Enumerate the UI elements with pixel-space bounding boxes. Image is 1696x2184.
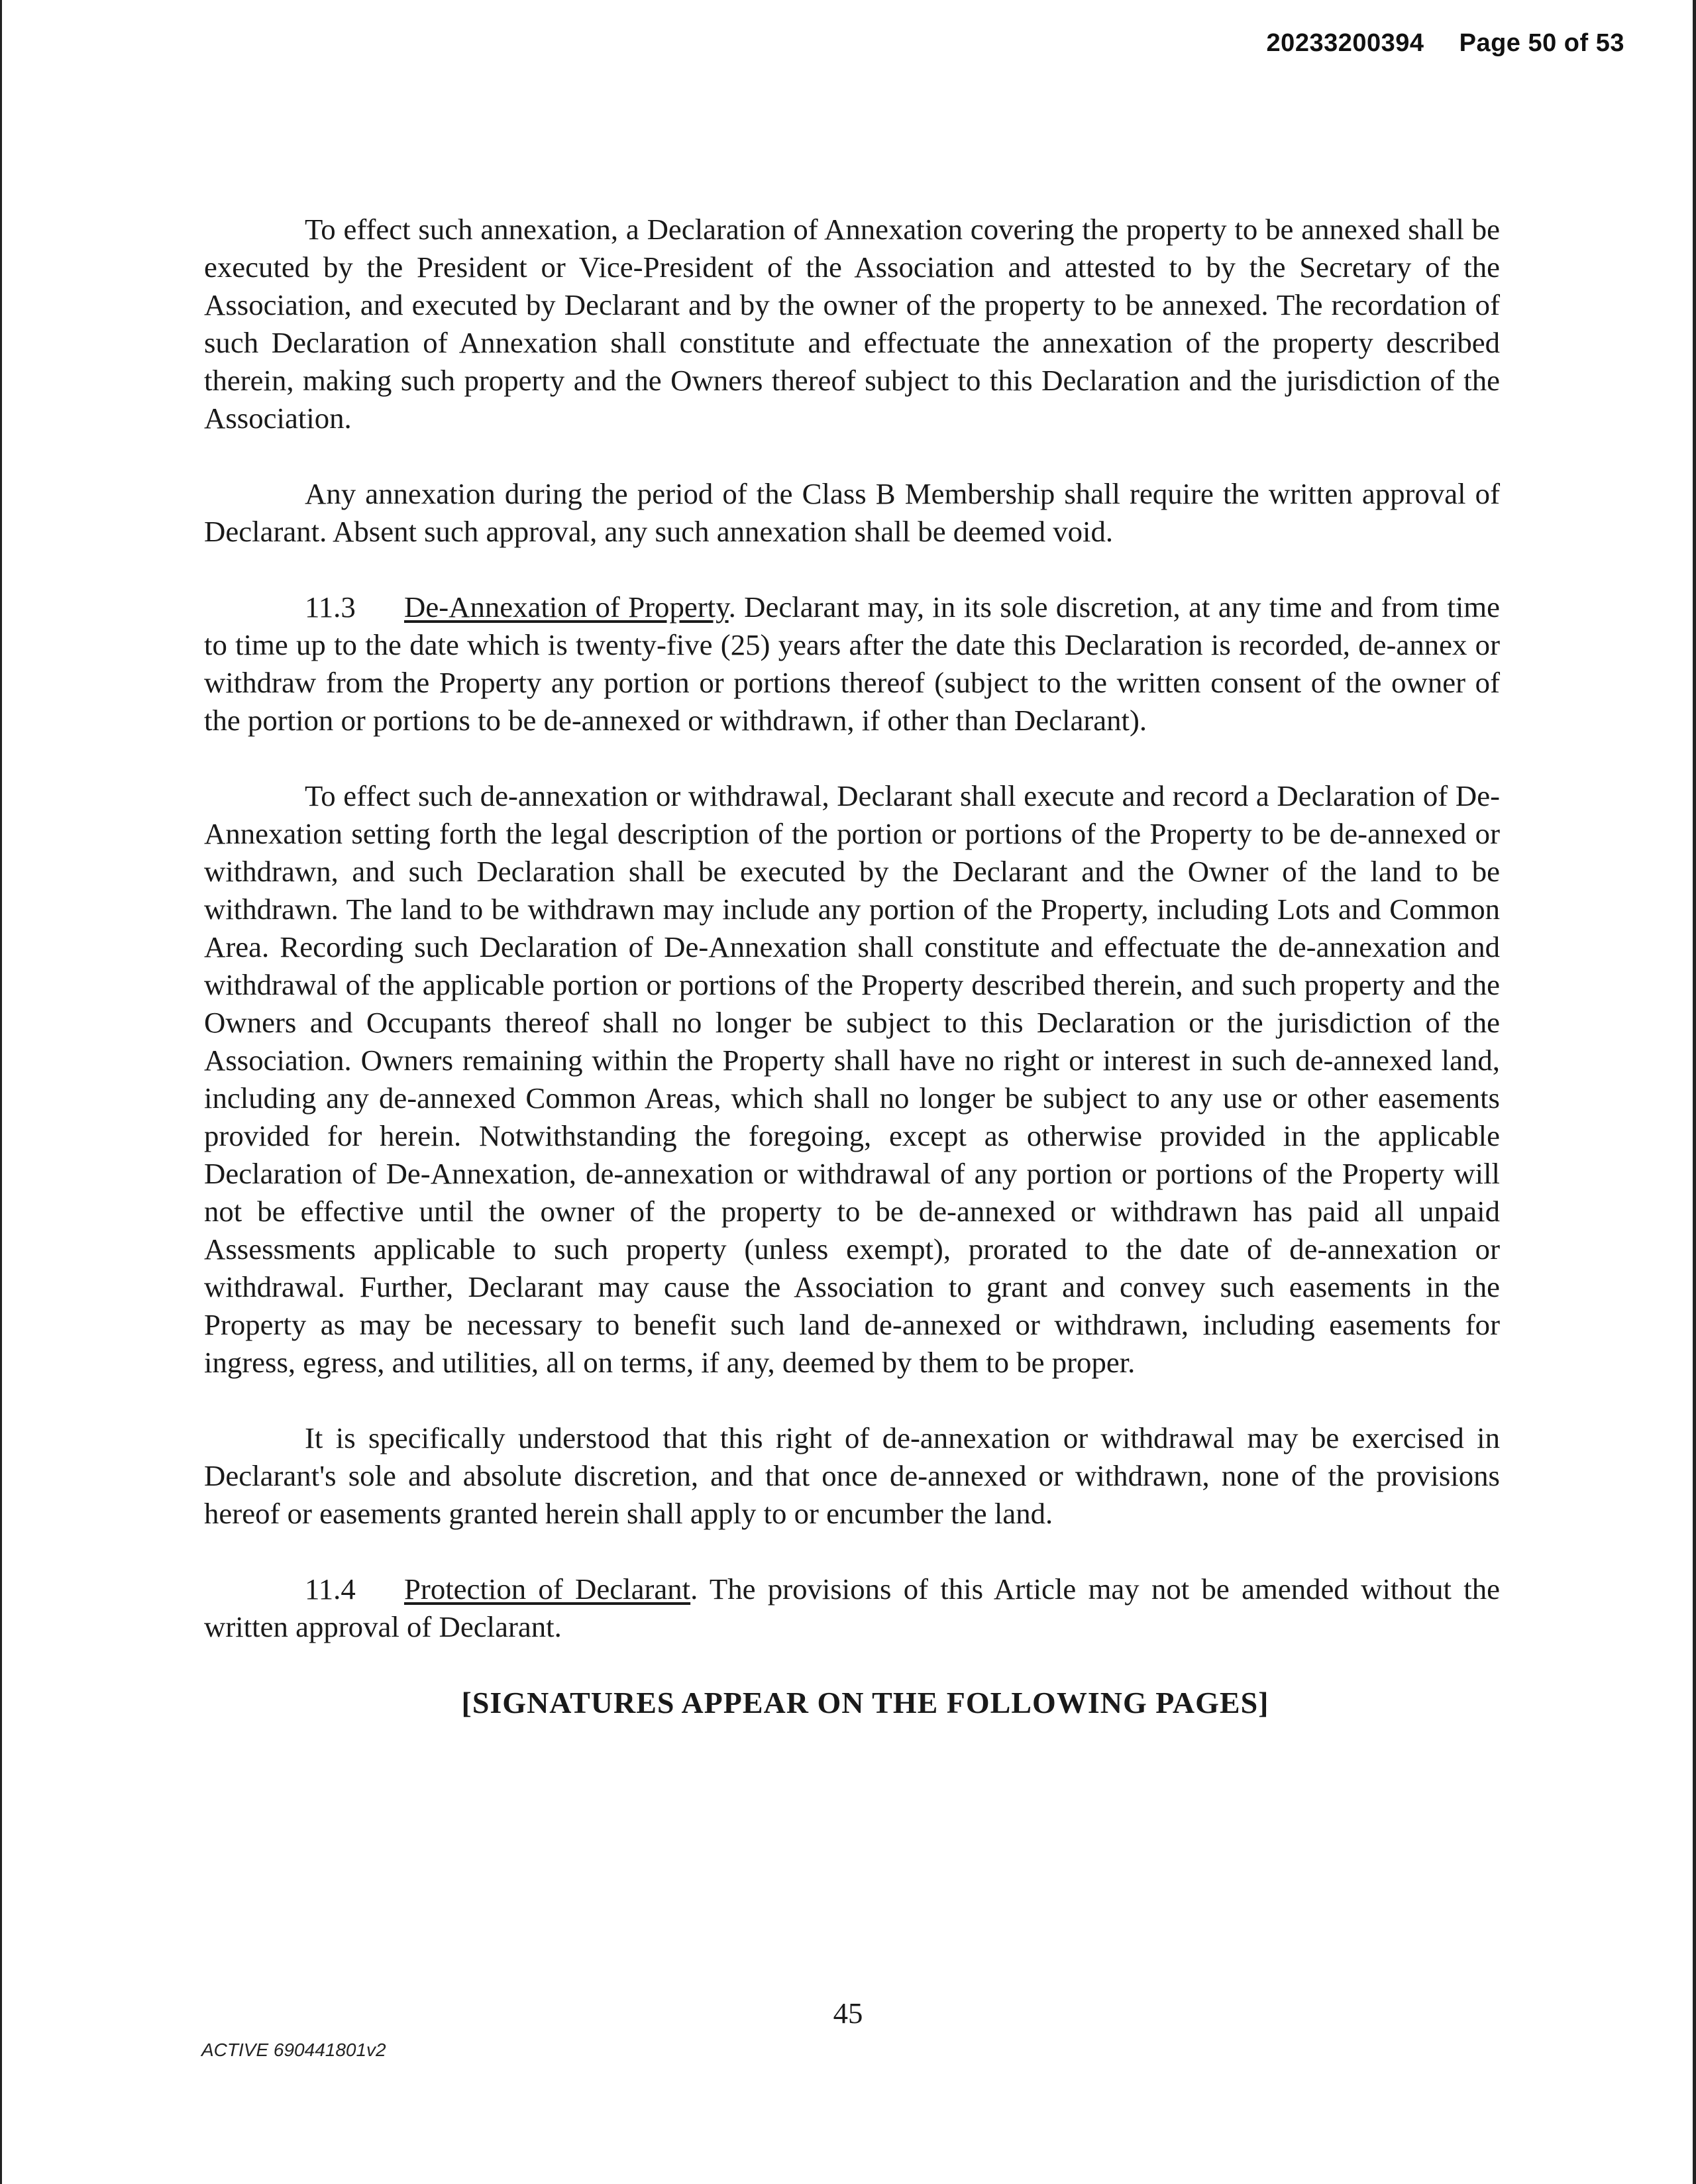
- page-label: Page 50 of 53: [1459, 29, 1624, 57]
- document-number: 20233200394: [1266, 29, 1424, 57]
- page-left-edge: [0, 0, 2, 2184]
- recording-header: [1267, 29, 1624, 58]
- section-number: 11.4: [305, 1572, 356, 1606]
- document-id: ACTIVE 690441801v2: [201, 2040, 386, 2060]
- paragraph-deannexation-effect: To effect such de-annexation or withdrawal, Declarant shall execute and record a Declaration of De-Annexation setting forth the legal description of the portion or portions of the Property to be de-annexed or withdrawn, and such Declaration shall be executed by the Declarant and the Owner of the land to be withdrawn. The land to be withdrawn may include any portion of the Property, including Lots and Common Area. Recording such Declaration of De-Annexation shall constitute and effectuate the de-annexation and withdrawal of the applicable portion or portions of the Property described therein, and such property and the Owners and Occupants thereof shall no longer be subject to this Declaration or the jurisdiction of the Association. Owners remaining within the Property shall have no right or interest in such de-annexed land, including any de-annexed Common Areas, which shall no longer be subject to any use or other easements provided for herein. Notwithstanding the foregoing, except as otherwise provided in the applicable Declaration of De-Annexation, de-annexation or withdrawal of any portion or portions of the Property will not be effective until the owner of the property to be de-annexed or withdrawn has paid all unpaid Assessments applicable to such property (unless exempt), prorated to the date of de-annexation or withdrawal. Further, Declarant may cause the Association to grant and convey such easements in the Property as may be necessary to benefit such land de-annexed or withdrawn, including easements for ingress, egress, and utilities, all on terms, if any, deemed by them to be proper.: [204, 779, 1500, 1379]
- section-number: 11.3: [305, 590, 356, 624]
- section-11-3: [204, 588, 1500, 739]
- section-heading: De-Annexation of Property: [404, 590, 729, 624]
- paragraph-deannexation-discretion: It is specifically understood that this right of de-annexation or withdrawal may be exercised in Declarant's sole and absolute discretion, and that once de-annexed or withdrawn, none of the provisions hereof or easements granted herein shall apply to or encumber the land.: [204, 1421, 1500, 1530]
- paragraph-class-b-approval: Any annexation during the period of the Class B Membership shall require the written approval of Declarant. Absent such approval, any such annexation shall be deemed void.: [204, 477, 1500, 548]
- page-number: 45: [833, 1996, 863, 2030]
- page-right-edge: [1693, 0, 1696, 2184]
- section-text: . The provisions of this Article may not be amended without the written approval of Declarant.: [204, 1572, 1500, 1643]
- paragraph-annexation-execution: To effect such annexation, a Declaration of Annexation covering the property to be annexed shall be executed by the President or Vice-President of the Association and attested to by the Secretary of the Association, and executed by Declarant and by the owner of the property to be annexed. The recordation of such Declaration of Annexation shall constitute and effectuate the annexation of the property described therein, making such property and the Owners thereof subject to this Declaration and the jurisdiction of the Association.: [204, 213, 1500, 435]
- signatures-note: [SIGNATURES APPEAR ON THE FOLLOWING PAGES]: [461, 1686, 1269, 1720]
- document-body: [204, 211, 1500, 1721]
- section-11-4: [204, 1570, 1500, 1646]
- section-text: . Declarant may, in its sole discretion, at any time and from time to time up to the date which is twenty-five (25) years after the date this Declaration is recorded, de-annex or withdraw from the Property any portion or portions thereof (subject to the written consent of the owner of the portion or portions to be de-annexed or withdrawn, if other than Declarant).: [204, 590, 1500, 737]
- section-heading: Protection of Declarant: [404, 1572, 691, 1606]
